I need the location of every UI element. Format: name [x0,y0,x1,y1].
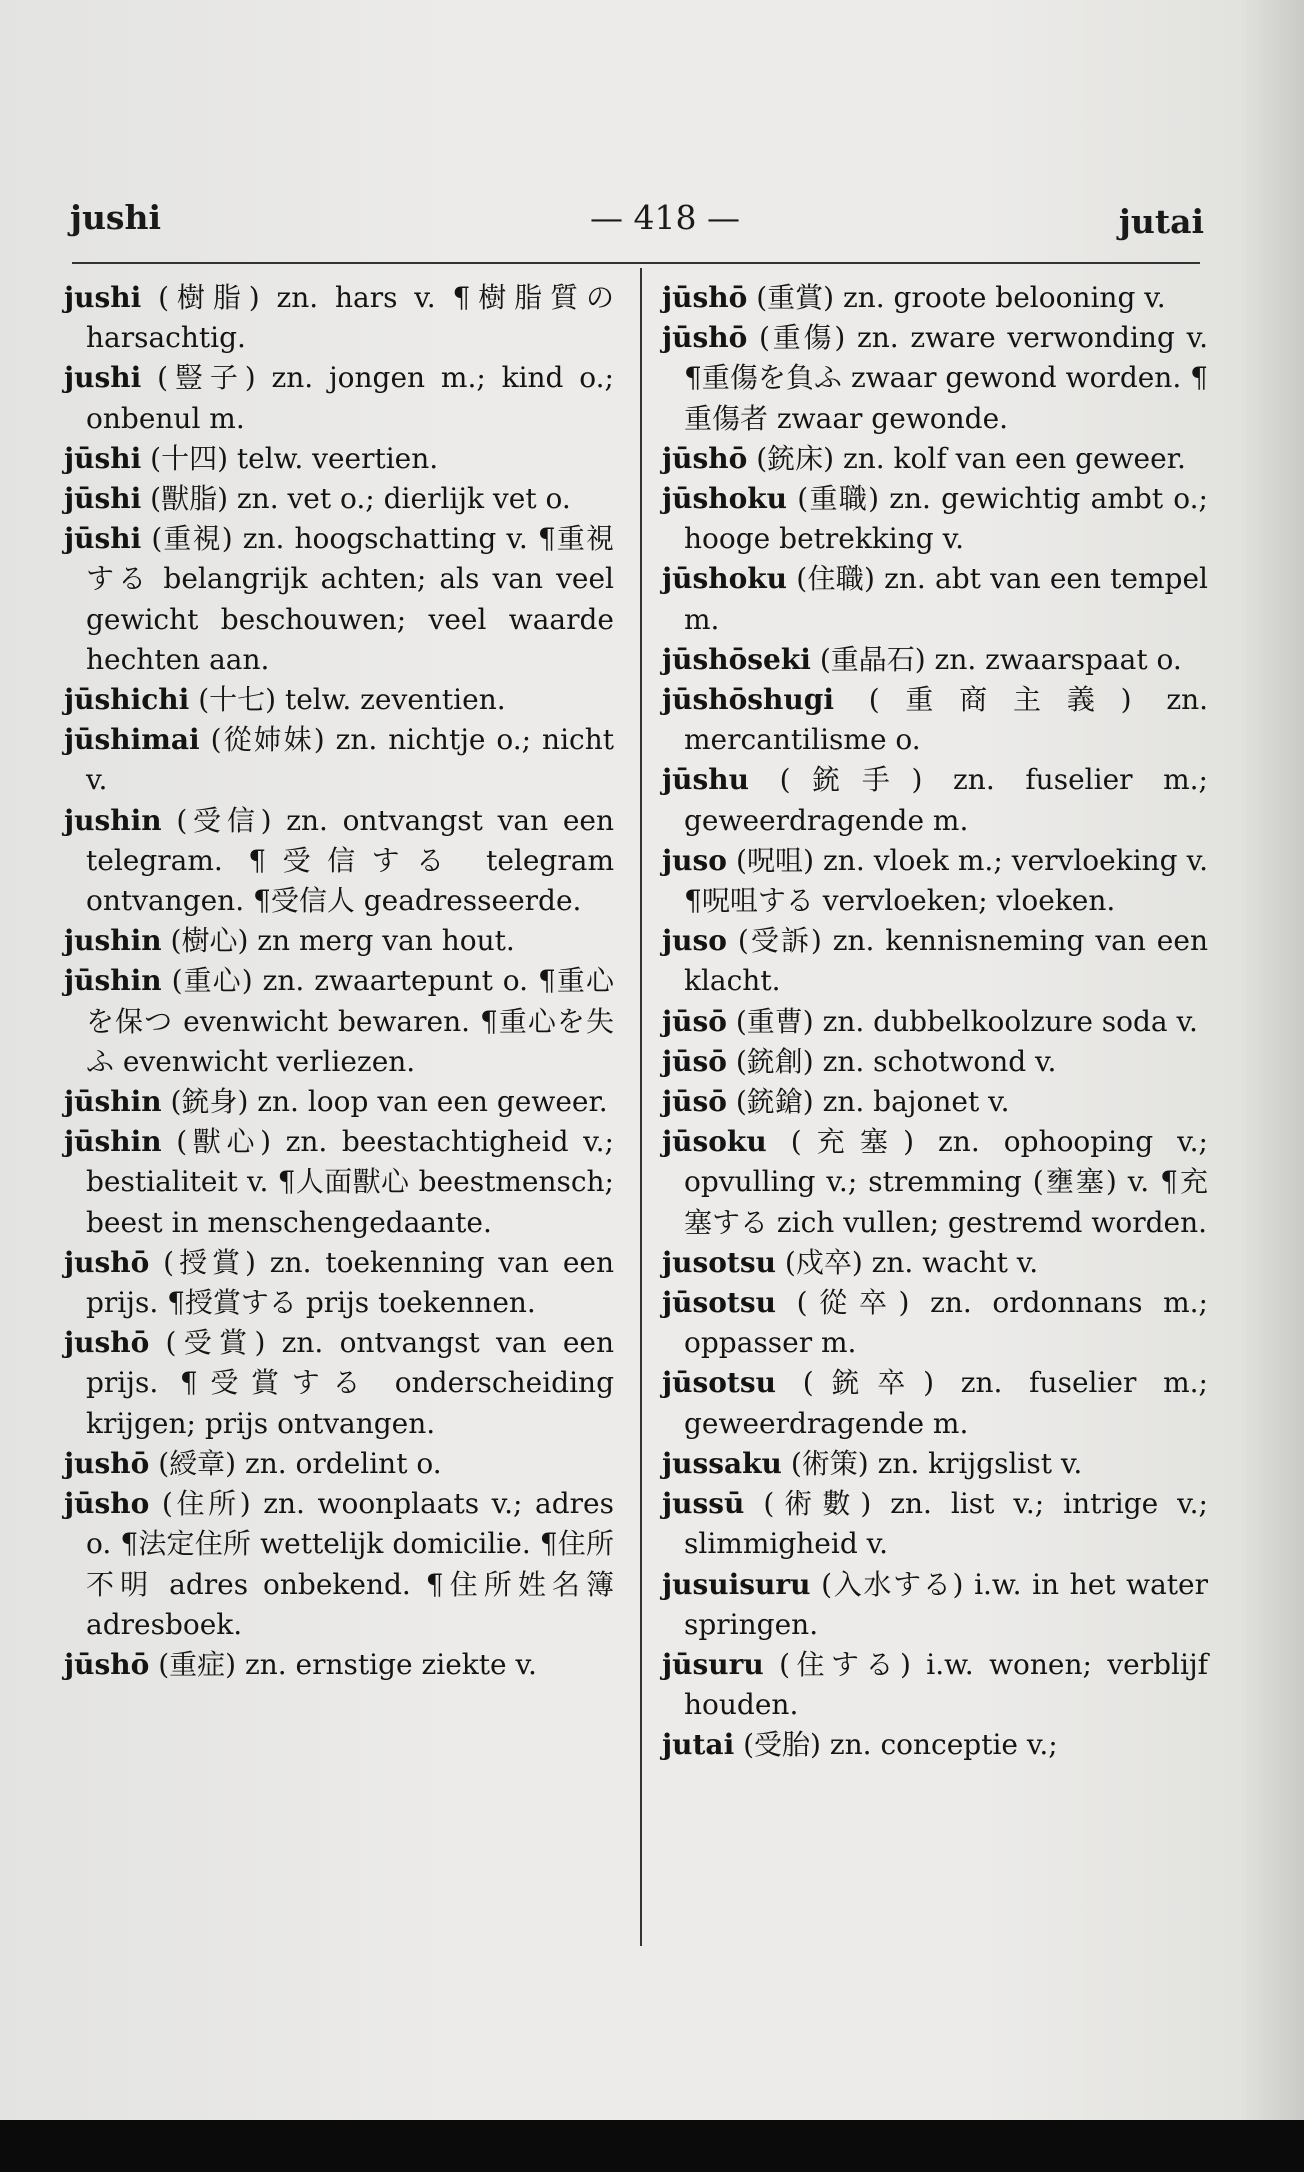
entry-definition: (重曹) zn. dubbelkoolzure soda v. [735,1004,1198,1038]
entry-definition: (重職) zn. gewichtig ambt o.; hooge betrekking v. [684,482,1208,556]
entry-definition: (十七) telw. zeventien. [198,683,506,717]
headword: jusotsu [662,1245,776,1279]
headword: jushi [64,281,142,314]
entry-definition: (受訴) zn. kennisneming van een klacht. [684,924,1208,998]
dictionary-entry [64,801,614,922]
entry-definition: (綬章) zn. ordelint o. [158,1446,442,1480]
entry-definition: (銃卒) zn. fuselier m.; geweerdragende m. [684,1366,1208,1440]
headword: jushō [64,1326,150,1360]
entry-definition: (銃鎗) zn. bajonet v. [735,1085,1010,1119]
entry-definition: (受賞) zn. ontvangst van een prijs. ¶受賞する onderscheiding krijgen; prijs ontvangen. [86,1326,614,1440]
entry-definition: (受信) zn. ontvangst van een telegram. ¶受信する telegram ontvangen. ¶受信人 geadresseerde. [86,803,614,918]
entry-definition: (從卒) zn. ordonnans m.; oppasser m. [684,1286,1208,1360]
headword: jūshi [64,441,142,475]
dictionary-entry [64,1243,614,1323]
dictionary-entry [662,1363,1208,1443]
dictionary-entry [64,358,614,438]
headword: jushin [64,924,162,958]
headword: jusuisuru [662,1567,811,1601]
headword: jushō [64,1245,150,1279]
header-rule [72,262,1200,264]
headword: jūshō [662,321,748,355]
entry-definition: (獸心) zn. beestachtigheid v.; bestialiteit v. ¶人面獸心 beestmensch; beest in menschengedaante. [86,1125,614,1239]
left-guide-word: jushi [70,198,162,237]
entry-definition: (豎子) zn. jongen m.; kind o.; onbenul m. [86,361,614,435]
dictionary-entry [662,1645,1208,1725]
dictionary-entry [662,760,1208,840]
entry-definition: (重傷) zn. zware verwonding v. ¶重傷を負ふ zwaar gewond worden. ¶重傷者 zwaar gewonde. [684,321,1208,435]
entry-definition: (授賞) zn. toekenning van een prijs. ¶授賞する prijs toekennen. [86,1245,614,1320]
dictionary-entry [662,680,1208,760]
entry-definition: (銃手) zn. fuselier m.; geweerdragende m. [684,763,1208,837]
entry-definition: (銃身) zn. loop van een geweer. [170,1085,608,1119]
headword: jūsō [662,1004,727,1038]
entry-definition: (銃床) zn. kolf van een geweer. [756,441,1186,475]
headword: jūshōseki [662,642,811,676]
entry-definition: (戍卒) zn. wacht v. [784,1245,1039,1279]
left-column [64,278,614,1958]
dictionary-entry [662,479,1208,559]
entry-definition: (術數) zn. list v.; intrige v.; slimmigheid v. [684,1487,1208,1561]
headword: jushi [64,361,142,395]
dictionary-entry [64,1645,614,1685]
headword: jūshoku [662,562,788,596]
headword: jūsō [662,1044,727,1078]
dictionary-entry [64,1444,614,1484]
dictionary-entry [662,1484,1208,1564]
entry-definition: (住所) zn. woonplaats v.; adres o. ¶法定住所 wettelijk domicilie. ¶住所不明 adres onbekend. ¶住所姓名簿 adresboek. [86,1487,614,1641]
dictionary-entry [662,1042,1208,1082]
dictionary-entry [64,479,614,519]
entry-definition: (住する) i.w. wonen; verblijf houden. [684,1647,1208,1722]
headword: jūsotsu [662,1286,776,1320]
headword: jūsuru [662,1647,764,1681]
dictionary-entry [662,559,1208,639]
entry-definition: (重商主義) zn. mercantilisme o. [684,683,1208,757]
entry-definition: (樹心) zn merg van hout. [170,924,515,958]
dictionary-entry [64,519,614,680]
headword: jussū [662,1487,745,1521]
entry-definition: (呪咀) zn. vloek m.; vervloeking v. ¶呪咀する vervloeken; vloeken. [684,843,1208,918]
entry-definition: (術策) zn. krijgslist v. [790,1446,1083,1480]
headword: jūsoku [662,1125,767,1159]
dictionary-entry [662,278,1208,318]
headword: jussaku [662,1446,782,1480]
entry-definition: (獸脂) zn. vet o.; dierlijk vet o. [150,482,571,516]
dictionary-entry [64,921,614,961]
dictionary-entry [64,1082,614,1122]
entry-definition: (重視) zn. hoogschatting v. ¶重視する belangrijk achten; als van veel gewicht beschouwen; veel waarde hechten aan. [86,522,615,676]
dictionary-entry [662,1283,1208,1363]
right-guide-word: jutai [1118,202,1204,241]
headword: jutai [662,1728,735,1762]
dictionary-entry [64,720,614,800]
headword: jūshoku [662,482,788,516]
headword: jūsotsu [662,1366,776,1400]
entry-definition: (樹脂) zn. hars v. ¶樹脂質の harsachtig. [86,281,615,355]
entry-definition: (受胎) zn. conceptie v.; [743,1728,1058,1762]
headword: jūshi [64,482,142,516]
headword: jushō [64,1446,150,1480]
entry-definition: (重晶石) zn. zwaarspaat o. [819,642,1182,676]
entry-definition: (銃創) zn. schotwond v. [735,1044,1057,1078]
dictionary-entry [662,1444,1208,1484]
dictionary-entry [662,1002,1208,1042]
headword: jūshō [662,441,748,475]
dictionary-entry [64,680,614,720]
dictionary-entry [662,1565,1208,1645]
headword: jūshō [662,281,748,314]
headword: jūshu [662,763,749,797]
headword: juso [662,924,727,958]
column-divider [640,268,642,1946]
entry-definition: (入水する) i.w. in het water springen. [684,1567,1208,1641]
headword: jūshi [64,522,142,556]
dictionary-entry [662,1243,1208,1283]
entry-definition: (住職) zn. abt van een tempel m. [684,562,1209,636]
dictionary-entry [64,1484,614,1645]
entry-definition: (重心) zn. zwaartepunt o. ¶重心を保つ evenwicht bewaren. ¶重心を失ふ evenwicht verliezen. [86,964,614,1078]
headword: jūshin [64,964,162,998]
entry-definition: (重賞) zn. groote belooning v. [756,281,1166,314]
dictionary-entry [64,278,614,358]
dictionary-entry [662,1725,1208,1765]
page-number: — 418 — [590,198,740,237]
dictionary-entry [64,439,614,479]
running-head [70,198,1204,248]
dictionary-entry [662,439,1208,479]
entry-definition: (十四) telw. veertien. [150,441,439,475]
scan-border [0,2120,1304,2172]
headword: jūshimai [64,723,200,757]
headword: jūshōshugi [662,683,834,717]
headword: jūshin [64,1085,162,1119]
dictionary-entry [662,640,1208,680]
headword: jushin [64,803,162,837]
dictionary-entry [662,318,1208,439]
dictionary-entry [64,1122,614,1243]
entry-definition: (從姉妹) zn. nichtje o.; nicht v. [86,723,614,797]
headword: jūshin [64,1125,162,1159]
headword: jūshichi [64,683,190,717]
headword: jūsō [662,1085,727,1119]
headword: jūsho [64,1487,150,1521]
dictionary-entry [662,841,1208,921]
dictionary-entry [662,921,1208,1001]
dictionary-entry [64,961,614,1082]
dictionary-entry [662,1122,1208,1243]
right-column [662,278,1208,1958]
headword: juso [662,843,727,877]
dictionary-entry [64,1323,614,1444]
dictionary-entry [662,1082,1208,1122]
entry-definition: (重症) zn. ernstige ziekte v. [158,1647,537,1681]
headword: jūshō [64,1647,150,1681]
entry-definition: (充塞) zn. ophooping v.; opvulling v.; stremming (壅塞) v. ¶充塞する zich vullen; gestremd worden. [684,1125,1208,1239]
